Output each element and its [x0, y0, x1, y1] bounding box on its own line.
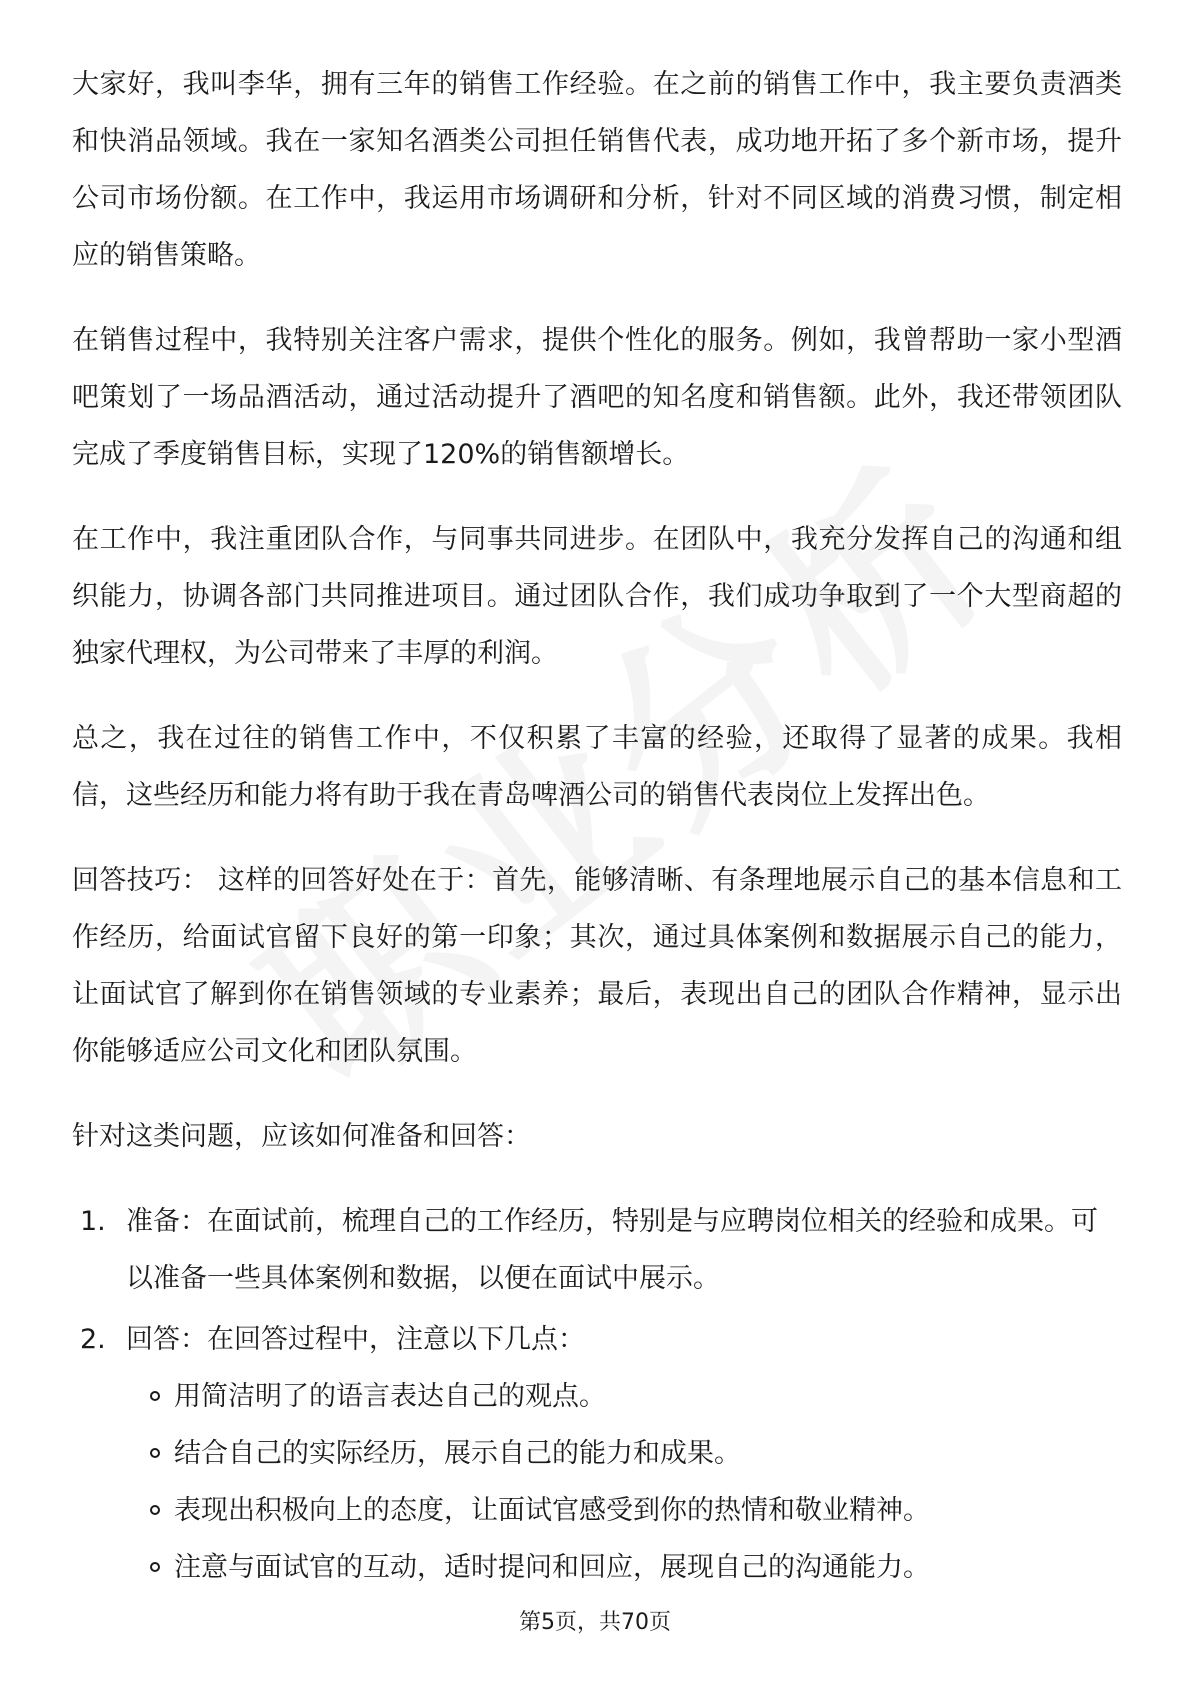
list-number: 1.	[80, 1206, 106, 1237]
list-number: 2.	[80, 1324, 106, 1355]
list-item	[126, 1539, 1122, 1596]
document-body	[72, 56, 1122, 1600]
paragraph-intro: 大家好，我叫李华，拥有三年的销售工作经验。在之前的销售工作中，我主要负责酒类和快消品领域。我在一家知名酒类公司担任销售代表，成功地开拓了多个新市场，提升公司市场份额。在工作中，我运用市场调研和分析，针对不同区域的消费习惯，制定相应的销售策略。	[72, 69, 1122, 271]
list-item	[126, 1425, 1122, 1482]
list-item-text: 准备：在面试前，梳理自己的工作经历，特别是与应聘岗位相关的经验和成果。可以准备一些具体案例和数据，以便在面试中展示。	[126, 1206, 1098, 1294]
circle-bullet-icon	[150, 1562, 160, 1572]
list-item-text: 注意与面试官的互动，适时提问和回应，展现自己的沟通能力。	[174, 1552, 930, 1583]
paragraph-how-to-prepare: 针对这类问题，应该如何准备和回答：	[72, 1121, 531, 1152]
circle-bullet-icon	[150, 1391, 160, 1401]
list-item	[126, 1482, 1122, 1539]
steps-list	[72, 1193, 1122, 1596]
list-item	[72, 1311, 1122, 1596]
list-item	[126, 1368, 1122, 1425]
paragraph-summary: 总之，我在过往的销售工作中，不仅积累了丰富的经验，还取得了显著的成果。我相信，这些经历和能力将有助于我在青岛啤酒公司的销售代表岗位上发挥出色。	[72, 723, 1122, 811]
page-number: 第5页，共70页	[519, 1610, 671, 1635]
circle-bullet-icon	[150, 1448, 160, 1458]
paragraph-teamwork: 在工作中，我注重团队合作，与同事共同进步。在团队中，我充分发挥自己的沟通和组织能力，协调各部门共同推进项目。通过团队合作，我们成功争取到了一个大型商超的独家代理权，为公司带来了丰厚的利润。	[72, 524, 1122, 669]
list-item-text: 用简洁明了的语言表达自己的观点。	[174, 1381, 606, 1412]
list-item-text: 结合自己的实际经历，展示自己的能力和成果。	[174, 1438, 741, 1469]
list-item	[72, 1193, 1122, 1307]
list-item-text: 回答：在回答过程中，注意以下几点：	[126, 1324, 585, 1355]
list-item-text: 表现出积极向上的态度，让面试官感受到你的热情和敬业精神。	[174, 1495, 930, 1526]
circle-bullet-icon	[150, 1505, 160, 1515]
paragraph-answer-tips: 回答技巧： 这样的回答好处在于：首先，能够清晰、有条理地展示自己的基本信息和工作经历，给面试官留下良好的第一印象；其次，通过具体案例和数据展示自己的能力，让面试官了解到你在销售领域的专业素养；最后，表现出自己的团队合作精神，显示出你能够适应公司文化和团队氛围。	[72, 865, 1122, 1067]
sub-points-list	[126, 1368, 1122, 1596]
paragraph-customer-service: 在销售过程中，我特别关注客户需求，提供个性化的服务。例如，我曾帮助一家小型酒吧策划了一场品酒活动，通过活动提升了酒吧的知名度和销售额。此外，我还带领团队完成了季度销售目标，实现了120%的销售额增长。	[72, 325, 1122, 470]
